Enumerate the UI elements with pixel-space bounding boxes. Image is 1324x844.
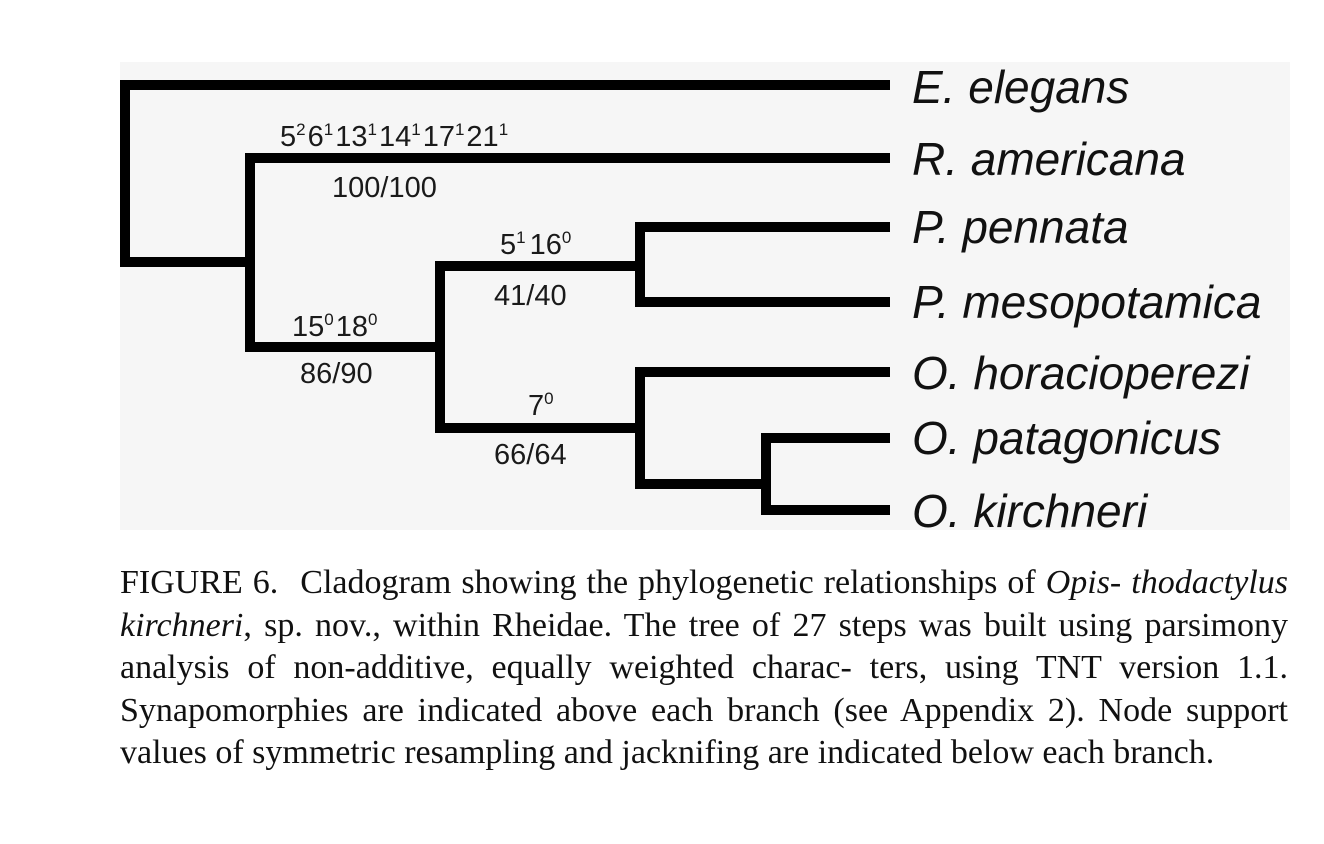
taxon-label: O. horacioperezi xyxy=(912,347,1250,399)
synapomorphies-opisthodactylus: $7^0$ xyxy=(528,389,554,422)
caption-text-after: , sp. nov., within Rheidae. The tree of 27 steps was built using parsimony analysis of non-additive, equally weighted charac- ters, using TNT version 1.1. Synapomorphies are indicated above each branch (see Appendix 2). Node support values of symmetric resampling and jacknifing are indicated below each branch. xyxy=(120,606,1288,771)
caption-text-before: Cladogram showing the phylogenetic relationships of xyxy=(300,564,1036,601)
caption-label: FIGURE 6. xyxy=(120,564,279,601)
support-pterocnemia: 41/40 xyxy=(494,280,567,312)
taxon-label: O. patagonicus xyxy=(912,412,1222,464)
support-opisthodactylus: 66/64 xyxy=(494,439,567,471)
synapomorphies-rheidae: $5^26^113^114^117^121^1$ xyxy=(280,120,509,153)
support-rhea-clade: 86/90 xyxy=(300,358,373,390)
taxon-label: E. elegans xyxy=(912,61,1130,113)
taxon-label: R. americana xyxy=(912,133,1186,185)
caption-genus-part2: thodactylus kirchneri xyxy=(120,564,1289,644)
support-rheidae: 100/100 xyxy=(332,172,437,204)
taxon-label: P. pennata xyxy=(912,201,1129,253)
taxon-label: P. mesopotamica xyxy=(912,276,1262,328)
synapomorphies-rhea-clade: $15^018^0$ xyxy=(292,310,378,343)
caption-genus-part1: Opis- xyxy=(1045,564,1122,601)
taxon-label: O. kirchneri xyxy=(912,485,1148,537)
figure-caption xyxy=(120,562,1288,775)
synapomorphies-pterocnemia: $5^1$ $16^0$ xyxy=(500,228,572,261)
